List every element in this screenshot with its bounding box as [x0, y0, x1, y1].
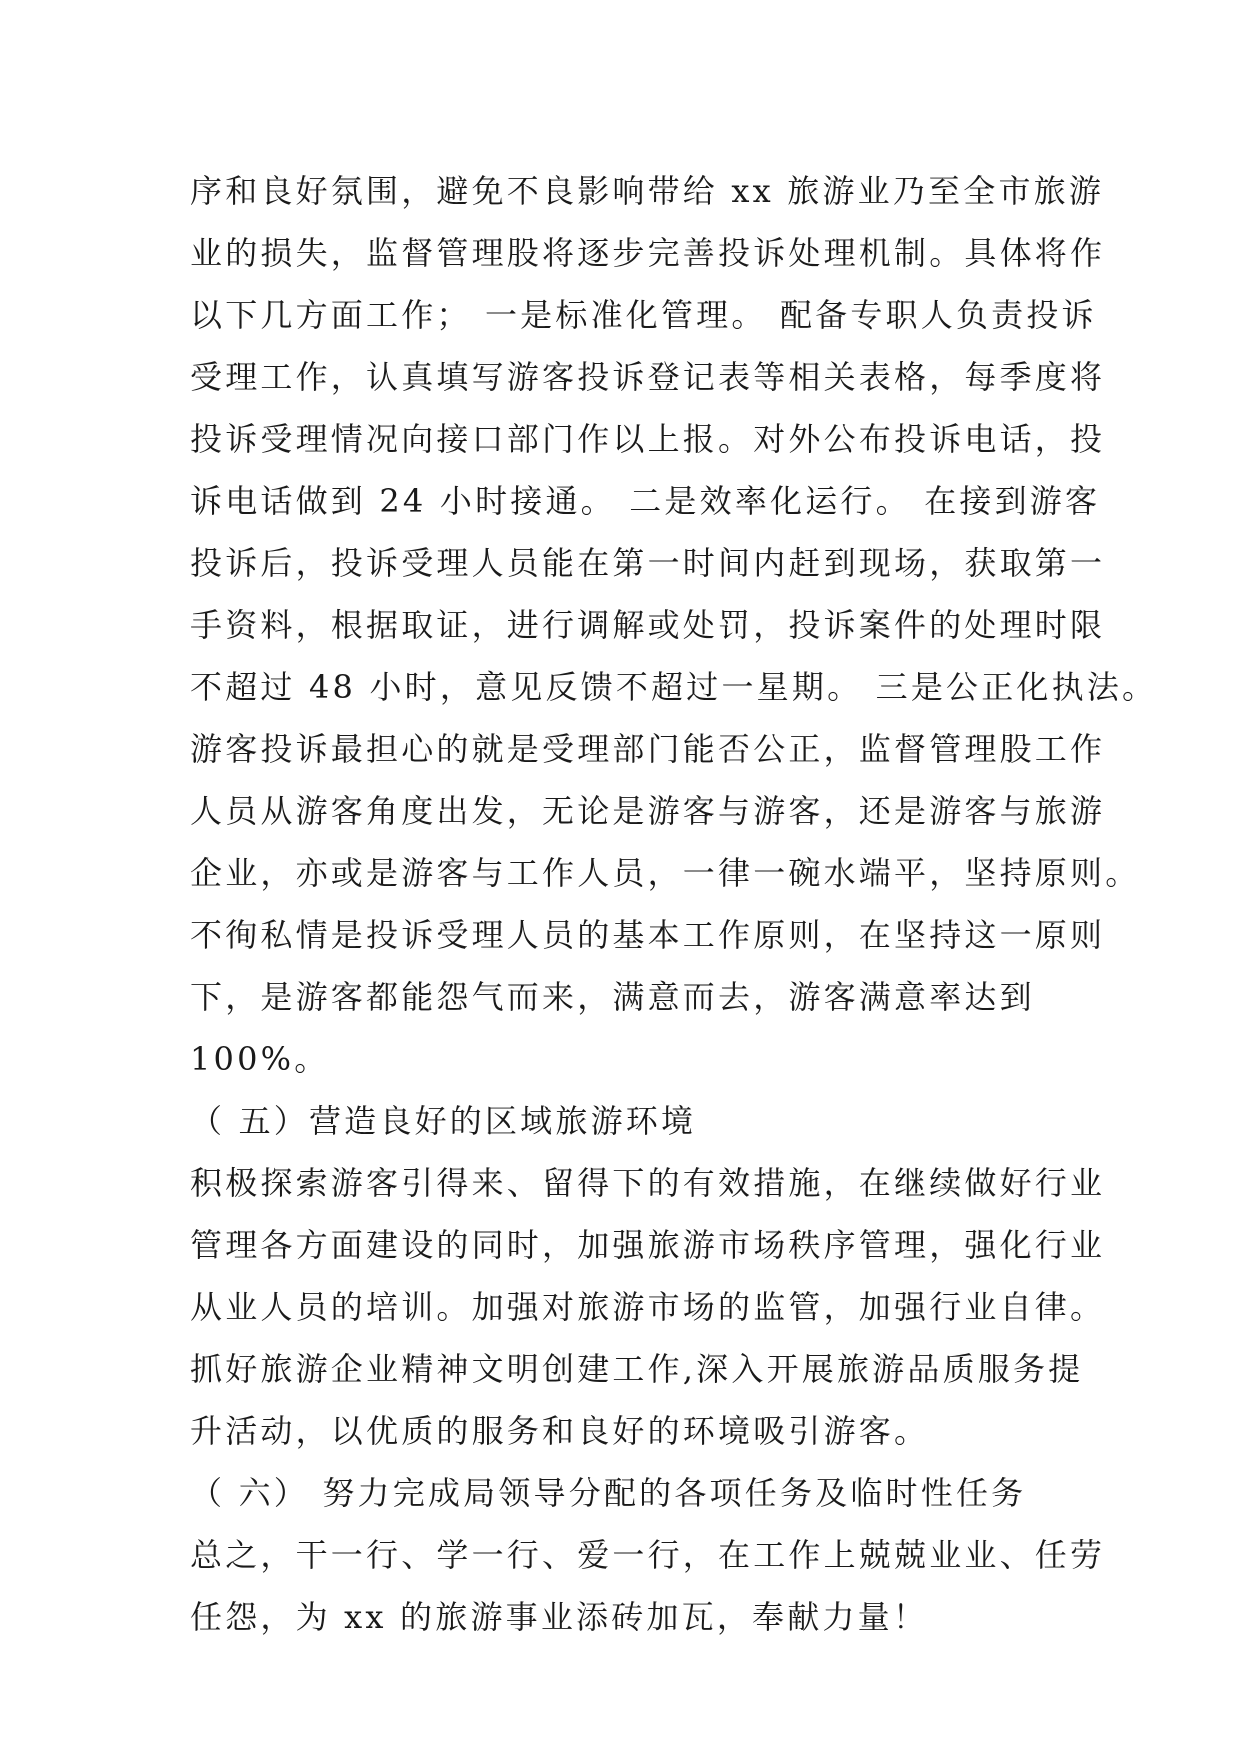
- text-line: 任怨，为 xx 的旅游事业添砖加瓦，奉献力量！: [190, 1598, 929, 1636]
- body-text: [190, 160, 1158, 1648]
- text-line: 管理各方面建设的同时，加强旅游市场秩序管理，强化行业: [190, 1226, 1106, 1264]
- text-line: 投诉受理情况向接口部门作以上报。对外公布投诉电话，投: [190, 420, 1106, 458]
- text-line: 抓好旅游企业精神文明创建工作,深入开展旅游品质服务提: [190, 1350, 1084, 1388]
- text-line: 企业，亦或是游客与工作人员，一律一碗水端平，坚持原则。: [190, 854, 1141, 892]
- text-line: 下，是游客都能怨气而来，满意而去，游客满意率达到: [190, 978, 1035, 1016]
- text-line: 从业人员的培训。加强对旅游市场的监管，加强行业自律。: [190, 1288, 1106, 1326]
- section-heading: （ 五）营造良好的区域旅游环境: [190, 1102, 697, 1140]
- text-line: 投诉后，投诉受理人员能在第一时间内赶到现场，获取第一: [190, 544, 1106, 582]
- text-line: 人员从游客角度出发，无论是游客与游客，还是游客与旅游: [190, 792, 1106, 830]
- text-line: 手资料，根据取证，进行调解或处罚，投诉案件的处理时限: [190, 606, 1106, 644]
- text-line: 升活动，以优质的服务和良好的环境吸引游客。: [190, 1412, 930, 1450]
- text-line: 业的损失，监督管理股将逐步完善投诉处理机制。具体将作: [190, 234, 1106, 272]
- section-heading: （ 六） 努力完成局领导分配的各项任务及临时性任务: [190, 1474, 1027, 1512]
- text-line: 积极探索游客引得来、留得下的有效措施，在继续做好行业: [190, 1164, 1106, 1202]
- text-line: 总之，干一行、学一行、爱一行，在工作上兢兢业业、任劳: [190, 1536, 1106, 1574]
- text-line: 不徇私情是投诉受理人员的基本工作原则，在坚持这一原则: [190, 916, 1106, 954]
- text-line: 序和良好氛围，避免不良影响带给 xx 旅游业乃至全市旅游: [190, 172, 1105, 210]
- text-line: 游客投诉最担心的就是受理部门能否公正，监督管理股工作: [190, 730, 1106, 768]
- text-line: 以下几方面工作； 一是标准化管理。 配备专职人负责投诉: [190, 296, 1097, 334]
- text-line: 受理工作，认真填写游客投诉登记表等相关表格，每季度将: [190, 358, 1106, 396]
- text-line: 诉电话做到 24 小时接通。 二是效率化运行。 在接到游客: [190, 482, 1101, 520]
- text-line: 100%。: [190, 1040, 330, 1078]
- text-line: 不超过 48 小时，意见反馈不超过一星期。 三是公正化执法。: [190, 668, 1158, 706]
